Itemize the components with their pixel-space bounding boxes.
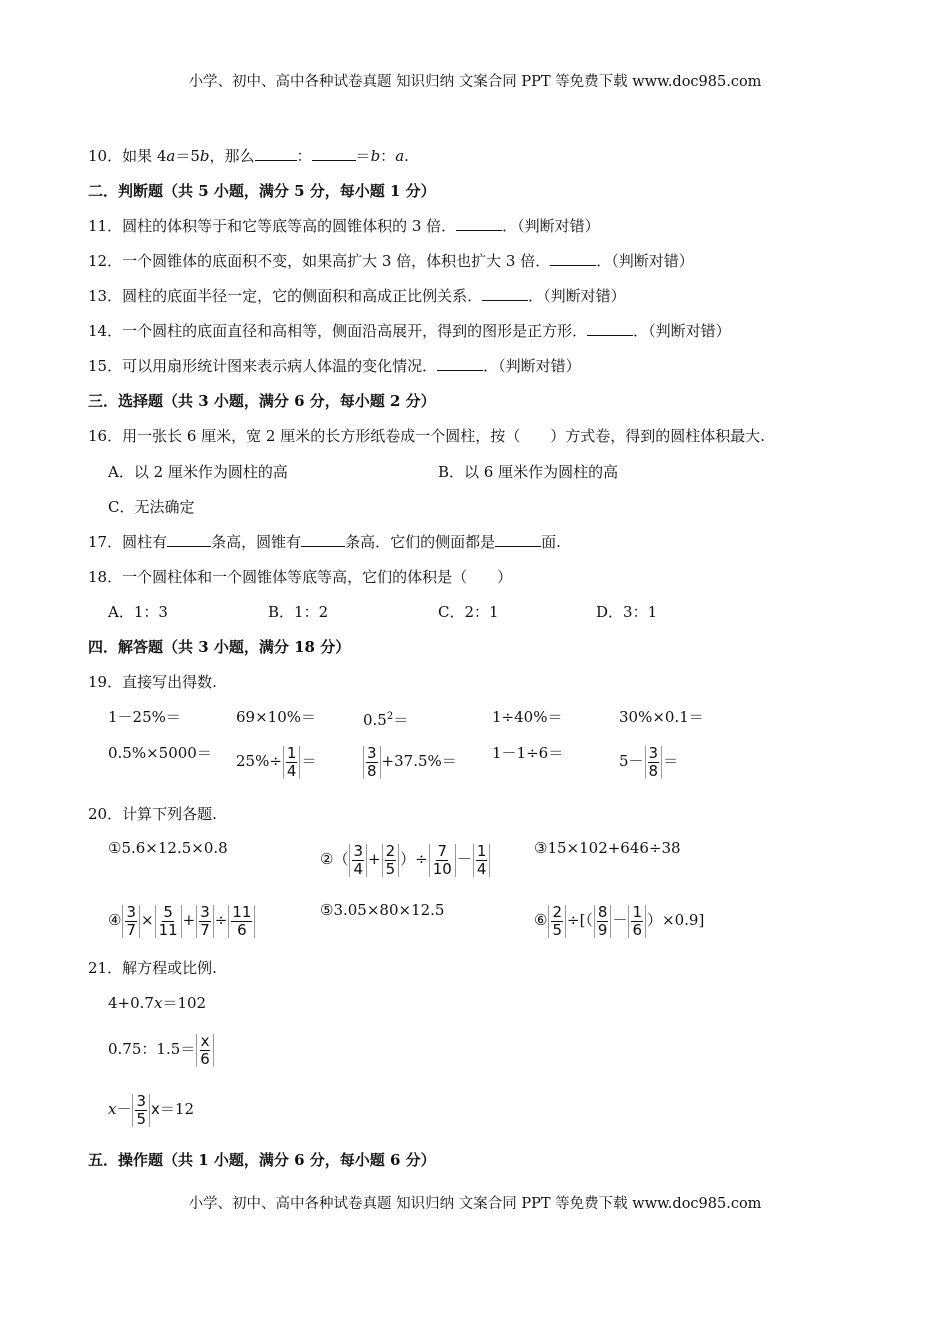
q21-text: 0.75：1.5＝ bbox=[108, 1040, 196, 1058]
q10-colon: ： bbox=[296, 147, 312, 165]
q20-text: ⑥ bbox=[534, 911, 548, 929]
section-4-title: 四．解答题（共 3 小题，满分 18 分） bbox=[88, 638, 351, 656]
q20-op: + bbox=[182, 911, 196, 929]
q10-end: . bbox=[404, 147, 409, 165]
numerator: 3 bbox=[136, 1091, 147, 1110]
q20-text: ）×0.9] bbox=[647, 911, 705, 929]
question-15 bbox=[88, 356, 581, 376]
question-14 bbox=[88, 321, 731, 341]
numerator: 7 bbox=[437, 841, 448, 860]
q13-tail: ．（判断对错） bbox=[528, 287, 626, 305]
q14-text: 14．一个圆柱的底面直径和高相等，侧面沿高展开，得到的图形是正方形． bbox=[88, 322, 588, 340]
q10-var-a2: a bbox=[395, 147, 405, 165]
q20-expr-2 bbox=[320, 840, 491, 878]
q20-expr-5: ⑤3.05×80×12.5 bbox=[320, 901, 445, 919]
q19-item: 1÷40%＝ bbox=[492, 708, 563, 726]
denominator: 5 bbox=[136, 1109, 147, 1128]
answer-blank[interactable] bbox=[550, 251, 596, 266]
q19-item: 69×10%＝ bbox=[236, 708, 316, 726]
q20-op: ÷ bbox=[214, 911, 228, 929]
q20-expr-3: ③15×102+646÷38 bbox=[534, 839, 681, 857]
page-header: 小学、初中、高中各种试卷真题 知识归纳 文案合同 PPT 等免费下载 www.doc985.com bbox=[188, 74, 762, 90]
q16-option-b[interactable]: B．以 6 厘米作为圆柱的高 bbox=[438, 463, 619, 481]
q17-text: 面. bbox=[541, 533, 561, 551]
fraction bbox=[429, 841, 456, 878]
q19-item: 1－25%＝ bbox=[108, 708, 181, 726]
numerator: 1 bbox=[286, 743, 297, 762]
denominator: 6 bbox=[632, 920, 643, 939]
answer-blank[interactable] bbox=[587, 321, 633, 336]
q21-text: ＝102 bbox=[162, 994, 207, 1012]
answer-blank[interactable] bbox=[301, 532, 345, 547]
q11-text: 11．圆柱的体积等于和它等底等高的圆锥体积的 3 倍． bbox=[88, 217, 457, 235]
denominator: 10 bbox=[432, 859, 452, 878]
fraction bbox=[349, 841, 367, 878]
numerator: 1 bbox=[476, 841, 487, 860]
q10-colon2: ： bbox=[380, 147, 396, 165]
q19-item: 0.5%×5000＝ bbox=[108, 744, 212, 762]
answer-blank[interactable] bbox=[437, 356, 483, 371]
q20-op: × bbox=[141, 911, 154, 929]
question-13 bbox=[88, 286, 626, 306]
denominator: 8 bbox=[367, 761, 377, 780]
denominator: 11 bbox=[158, 920, 178, 939]
q20-op: ÷[（ bbox=[567, 911, 593, 929]
answer-blank[interactable] bbox=[482, 286, 528, 301]
q19-item: 30%×0.1＝ bbox=[619, 708, 704, 726]
fraction bbox=[155, 902, 182, 939]
fraction bbox=[196, 1031, 214, 1068]
q18-option-c[interactable]: C．2：1 bbox=[438, 603, 499, 621]
numerator: x bbox=[200, 1031, 210, 1050]
answer-blank[interactable] bbox=[456, 216, 502, 231]
numerator: 3 bbox=[200, 902, 210, 921]
q20-text: ②（ bbox=[320, 850, 349, 868]
q19-text: +37.5%＝ bbox=[381, 752, 457, 770]
fraction bbox=[628, 902, 646, 939]
q13-text: 13．圆柱的底面半径一定，它的侧面积和高成正比例关系． bbox=[88, 287, 483, 305]
numerator: 3 bbox=[353, 841, 363, 860]
q19-exponent: 2 bbox=[386, 711, 394, 722]
numerator: 5 bbox=[163, 902, 173, 921]
numerator: 11 bbox=[232, 902, 252, 921]
q20-expr-4 bbox=[108, 901, 256, 939]
page-footer: 小学、初中、高中各种试卷真题 知识归纳 文案合同 PPT 等免费下载 www.doc985.com bbox=[188, 1196, 762, 1212]
denominator: 4 bbox=[476, 859, 487, 878]
q14-tail: ．（判断对错） bbox=[633, 322, 731, 340]
q10-var-a: a bbox=[166, 147, 176, 165]
fraction bbox=[548, 902, 566, 939]
q19-eq: ＝ bbox=[301, 752, 317, 770]
denominator: 9 bbox=[597, 920, 608, 939]
q17-text: 条高，圆锥有 bbox=[211, 533, 302, 551]
answer-blank[interactable] bbox=[255, 146, 297, 161]
question-12 bbox=[88, 251, 694, 271]
numerator: 3 bbox=[126, 902, 136, 921]
fraction bbox=[645, 743, 663, 780]
q21-equation-2 bbox=[108, 1030, 215, 1068]
question-17 bbox=[88, 532, 561, 552]
fraction bbox=[132, 1091, 150, 1128]
q20-op: － bbox=[456, 850, 472, 868]
q18-option-b[interactable]: B．1：2 bbox=[268, 603, 329, 621]
q20-expr-1: ①5.6×12.5×0.8 bbox=[108, 839, 228, 857]
q19-text: 25%÷ bbox=[236, 752, 282, 770]
numerator: 2 bbox=[552, 902, 562, 921]
denominator: 7 bbox=[126, 920, 136, 939]
denominator: 6 bbox=[237, 920, 247, 939]
question-19-title: 19．直接写出得数. bbox=[88, 673, 217, 691]
q19-item bbox=[619, 742, 678, 780]
numerator: 1 bbox=[632, 902, 643, 921]
denominator: 4 bbox=[286, 761, 297, 780]
numerator: 3 bbox=[367, 743, 377, 762]
q20-op: + bbox=[368, 850, 381, 868]
denominator: 6 bbox=[200, 1049, 210, 1068]
fraction bbox=[363, 743, 381, 780]
q20-op: － bbox=[612, 911, 628, 929]
numerator: 2 bbox=[385, 841, 396, 860]
q19-item bbox=[363, 707, 408, 730]
fraction bbox=[473, 841, 491, 878]
q19-item bbox=[362, 742, 457, 780]
q21-var-x: x bbox=[108, 1100, 117, 1118]
section-3-title: 三．选择题（共 3 小题，满分 6 分，每小题 2 分） bbox=[88, 392, 436, 410]
q19-eq: ＝ bbox=[393, 711, 409, 729]
q18-option-a[interactable]: A．1：3 bbox=[108, 603, 168, 621]
q20-expr-6 bbox=[534, 901, 704, 939]
q10-var-b2: b bbox=[370, 147, 381, 165]
q19-eq: ＝ bbox=[663, 752, 679, 770]
q19-item: 1－1÷6＝ bbox=[492, 744, 564, 762]
numerator: 3 bbox=[648, 743, 659, 762]
answer-blank[interactable] bbox=[495, 532, 541, 547]
q21-text: 4+0.7 bbox=[108, 994, 154, 1012]
question-11 bbox=[88, 216, 600, 236]
fraction bbox=[228, 902, 255, 939]
q10-text: 10．如果 4 bbox=[88, 147, 167, 165]
q15-text: 15．可以用扇形统计图来表示病人体温的变化情况． bbox=[88, 357, 438, 375]
question-21-title: 21．解方程或比例. bbox=[88, 959, 217, 977]
fraction bbox=[196, 902, 214, 939]
denominator: 5 bbox=[552, 920, 562, 939]
denominator: 5 bbox=[385, 859, 396, 878]
numerator: 8 bbox=[597, 902, 608, 921]
q15-tail: ．（判断对错） bbox=[483, 357, 581, 375]
q10-eq2: ＝ bbox=[355, 147, 371, 165]
q19-text: 5－ bbox=[619, 752, 644, 770]
q12-tail: ．（判断对错） bbox=[596, 252, 694, 270]
question-16: 16．用一张长 6 厘米，宽 2 厘米的长方形纸卷成一个圆柱，按（ ）方式卷，得到的圆柱体积最大. bbox=[88, 427, 766, 445]
denominator: 7 bbox=[200, 920, 210, 939]
q20-op: ）÷ bbox=[400, 850, 428, 868]
question-10 bbox=[88, 146, 409, 166]
q21-op: － bbox=[116, 1100, 132, 1118]
q10-eq: ＝5 bbox=[175, 147, 200, 165]
fraction bbox=[382, 841, 400, 878]
q19-item bbox=[236, 742, 316, 780]
q11-tail: ．（判断对错） bbox=[502, 217, 600, 235]
q12-text: 12．一个圆锥体的底面积不变，如果高扩大 3 倍，体积也扩大 3 倍． bbox=[88, 252, 551, 270]
section-2-title: 二．判断题（共 5 小题，满分 5 分，每小题 1 分） bbox=[88, 182, 436, 200]
q17-text: 条高．它们的侧面都是 bbox=[345, 533, 496, 551]
q21-var-x: x bbox=[151, 1100, 160, 1118]
fraction bbox=[283, 743, 301, 780]
q18-option-d[interactable]: D．3：1 bbox=[596, 603, 658, 621]
q10-mid: ，那么 bbox=[209, 147, 255, 165]
q21-equation-1 bbox=[108, 993, 206, 1013]
denominator: 8 bbox=[648, 761, 659, 780]
fraction bbox=[122, 902, 140, 939]
answer-blank[interactable] bbox=[312, 146, 356, 161]
question-18: 18．一个圆柱体和一个圆锥体等底等高，它们的体积是（ ） bbox=[88, 568, 513, 586]
denominator: 4 bbox=[353, 859, 363, 878]
q21-text: ＝12 bbox=[159, 1100, 195, 1118]
q17-text: 17．圆柱有 bbox=[88, 533, 168, 551]
q10-var-b: b bbox=[199, 147, 210, 165]
q20-text: ④ bbox=[108, 911, 122, 929]
question-20-title: 20．计算下列各题. bbox=[88, 805, 217, 823]
q19-base: 0.5 bbox=[363, 711, 387, 729]
q16-option-c[interactable]: C．无法确定 bbox=[108, 498, 195, 516]
q21-var-x: x bbox=[153, 994, 163, 1012]
q16-option-a[interactable]: A．以 2 厘米作为圆柱的高 bbox=[108, 463, 288, 481]
answer-blank[interactable] bbox=[167, 532, 211, 547]
q21-equation-3 bbox=[108, 1090, 194, 1128]
section-5-title: 五．操作题（共 1 小题，满分 6 分，每小题 6 分） bbox=[88, 1151, 436, 1169]
fraction bbox=[594, 902, 612, 939]
